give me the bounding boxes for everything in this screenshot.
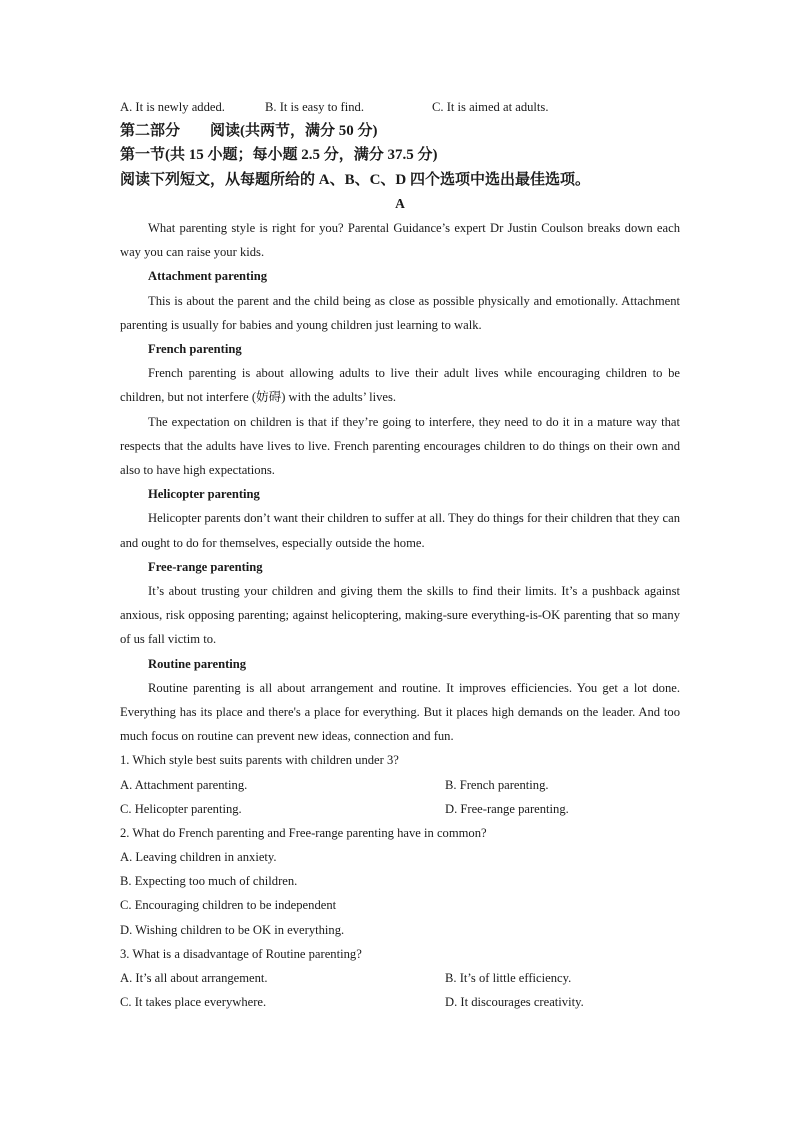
style-heading: Attachment parenting bbox=[148, 269, 268, 284]
style-heading: Routine parenting bbox=[148, 656, 247, 671]
question-option: B. It’s of little efficiency. bbox=[445, 971, 572, 986]
question-option: A. It’s all about arrangement. bbox=[120, 971, 268, 986]
question-stem: 2. What do French parenting and Free-range parenting have in common? bbox=[120, 825, 487, 840]
question-stem: 1. Which style best suits parents with children under 3? bbox=[120, 753, 399, 768]
style-paragraph: This is about the parent and the child being as close as possible physically and emotionally. Attachment parenting is usually for babies and young children just learning to walk. bbox=[120, 293, 680, 332]
style-paragraph: Routine parenting is all about arrangement and routine. It improves efficiencies. You get a lot done. Everything has its place and there's a place for everything. But it places high demands on the leader. And too much focus on routine can prevent new ideas, connection and fun. bbox=[120, 680, 680, 744]
question-option: C. Encouraging children to be independent bbox=[120, 898, 337, 913]
question-option: D. Wishing children to be OK in everything. bbox=[120, 922, 345, 937]
question-stem: 3. What is a disadvantage of Routine parenting? bbox=[120, 946, 362, 961]
instruction: 阅读下列短文，从每题所给的 A、B、C、D 四个选项中选出最佳选项。 bbox=[120, 171, 591, 188]
style-paragraph: The expectation on children is that if they’re going to interfere, they need to do it in a mature way that respects that the adults have lives to live. French parenting encourages children to do things on their own and also to have high expectations. bbox=[120, 414, 680, 477]
passage-label: A bbox=[395, 195, 405, 211]
question-options-row bbox=[120, 773, 680, 797]
question-options-row bbox=[120, 990, 680, 1014]
question-option: A. Leaving children in anxiety. bbox=[120, 850, 277, 865]
option-a: A. It is newly added. bbox=[120, 100, 225, 114]
question-option: B. Expecting too much of children. bbox=[120, 874, 298, 889]
question-option: D. Free-range parenting. bbox=[445, 801, 569, 816]
question-options-row bbox=[120, 966, 680, 990]
style-heading: Helicopter parenting bbox=[148, 487, 260, 502]
question-option: D. It discourages creativity. bbox=[445, 995, 584, 1010]
style-paragraph: French parenting is about allowing adults to live their adult lives while encouraging children to be children, but not interfere (妨碍) with the adults’ lives. bbox=[120, 366, 680, 405]
style-paragraph: Helicopter parents don’t want their children to suffer at all. They do things for their children that they can and ought to do for themselves, especially outside the home. bbox=[120, 511, 680, 550]
style-heading: French parenting bbox=[148, 341, 242, 356]
option-c: C. It is aimed at adults. bbox=[432, 100, 549, 114]
style-heading: Free-range parenting bbox=[148, 559, 263, 574]
passage-intro: What parenting style is right for you? Parental Guidance’s expert Dr Justin Coulson breaks down each way you can raise your kids. bbox=[120, 220, 680, 260]
previous-question-options bbox=[120, 95, 680, 119]
subsection-title: 第一节(共 15 小题；每小题 2.5 分，满分 37.5 分) bbox=[120, 147, 438, 164]
question-option: C. Helicopter parenting. bbox=[120, 801, 242, 816]
option-b: B. It is easy to find. bbox=[265, 100, 364, 114]
question-option: A. Attachment parenting. bbox=[120, 777, 248, 792]
question-option: B. French parenting. bbox=[445, 777, 549, 792]
section-title: 第二部分 阅读(共两节，满分 50 分) bbox=[120, 123, 378, 140]
question-option: C. It takes place everywhere. bbox=[120, 995, 267, 1010]
question-options-row bbox=[120, 797, 680, 821]
style-paragraph: It’s about trusting your children and giving them the skills to find their limits. It’s a pushback against anxious, risk opposing parenting; against helicoptering, making-sure everything-is-OK parenting that so many of us fall victim to. bbox=[120, 583, 680, 647]
page-content bbox=[120, 95, 680, 1014]
